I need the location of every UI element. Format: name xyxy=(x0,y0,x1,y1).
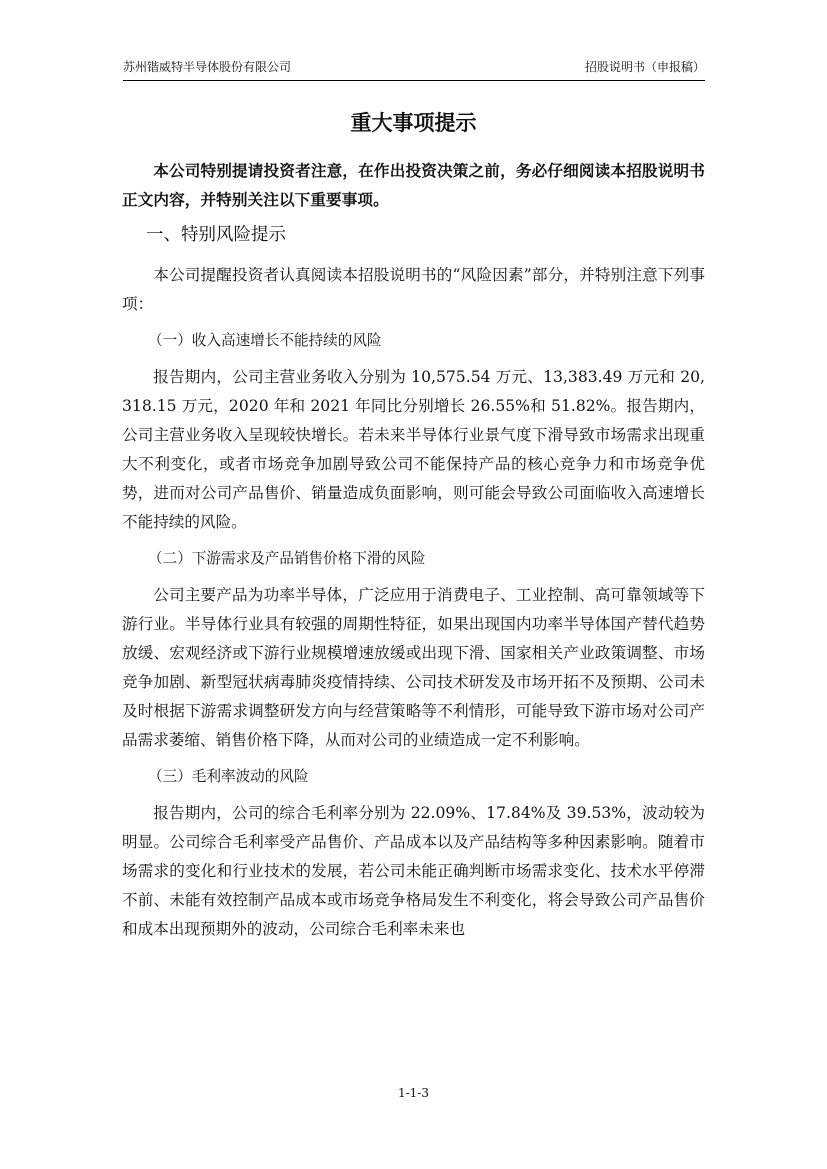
risk-heading-gross-margin: （三）毛利率波动的风险 xyxy=(148,768,309,785)
risk-body-gross-margin: 报告期内，公司的综合毛利率分别为 22.09%、17.84%及 39.53%，波动较为明显。公司综合毛利率受产品售价、产品成本以及产品结构等多种因素影响。随着市场需求的变化和行业技术的发展，若公司未能正确判断市场需求变化、技术水平停滞不前、未能有效控制产品成本或市场竞争格局发生不利变化，将会导致公司产品售价和成本出现预期外的波动，公司综合毛利率未来也 xyxy=(122,804,705,938)
page-header xyxy=(123,58,705,81)
risk-body-revenue-growth: 报告期内，公司主营业务收入分别为 10,575.54 万元、13,383.49 万元和 20,318.15 万元，2020 年和 2021 年同比分别增长 26.55%和 51.82%。报告期内，公司主营业务收入呈现较快增长。若未来半导体行业景气度下滑导致市场需求出现重大不利变化，或者市场竞争加剧导致公司不能保持产品的核心竞争力和市场竞争优势，进而对公司产品售价、销量造成负面影响，则可能会导致公司面临收入高速增长不能持续的风险。 xyxy=(122,368,705,531)
page-number: 1-1-3 xyxy=(397,1086,429,1100)
section-intro: 本公司提醒投资者认真阅读本招股说明书的“风险因素”部分，并特别注意下列事项： xyxy=(122,266,705,313)
risk-body-downstream-demand: 公司主要产品为功率半导体，广泛应用于消费电子、工业控制、高可靠领域等下游行业。半导体行业具有较强的周期性特征，如果出现国内功率半导体国产替代趋势放缓、宏观经济或下游行业规模增速放缓或出现下滑、国家相关产业政策调整、市场竞争加剧、新型冠状病毒肺炎疫情持续、公司技术研发及市场开拓不及预期、公司未及时根据下游需求调整研发方向与经营策略等不利情形，可能导致下游市场对公司产品需求萎缩、销售价格下降，从而对公司的业绩造成一定不利影响。 xyxy=(122,586,705,749)
page-content xyxy=(122,108,705,944)
risk-heading-downstream-demand: （二）下游需求及产品销售价格下滑的风险 xyxy=(148,550,426,567)
page-title: 重大事项提示 xyxy=(350,111,477,135)
investor-notice: 本公司特别提请投资者注意，在作出投资决策之前，务必仔细阅读本招股说明书正文内容，并特别关注以下重要事项。 xyxy=(122,161,705,209)
risk-heading-revenue-growth: （一）收入高速增长不能持续的风险 xyxy=(148,332,382,349)
section-heading-special-risks: 一、特别风险提示 xyxy=(146,225,286,245)
header-company-name: 苏州锴威特半导体股份有限公司 xyxy=(123,60,292,74)
header-document-type: 招股说明书（申报稿） xyxy=(584,60,705,74)
